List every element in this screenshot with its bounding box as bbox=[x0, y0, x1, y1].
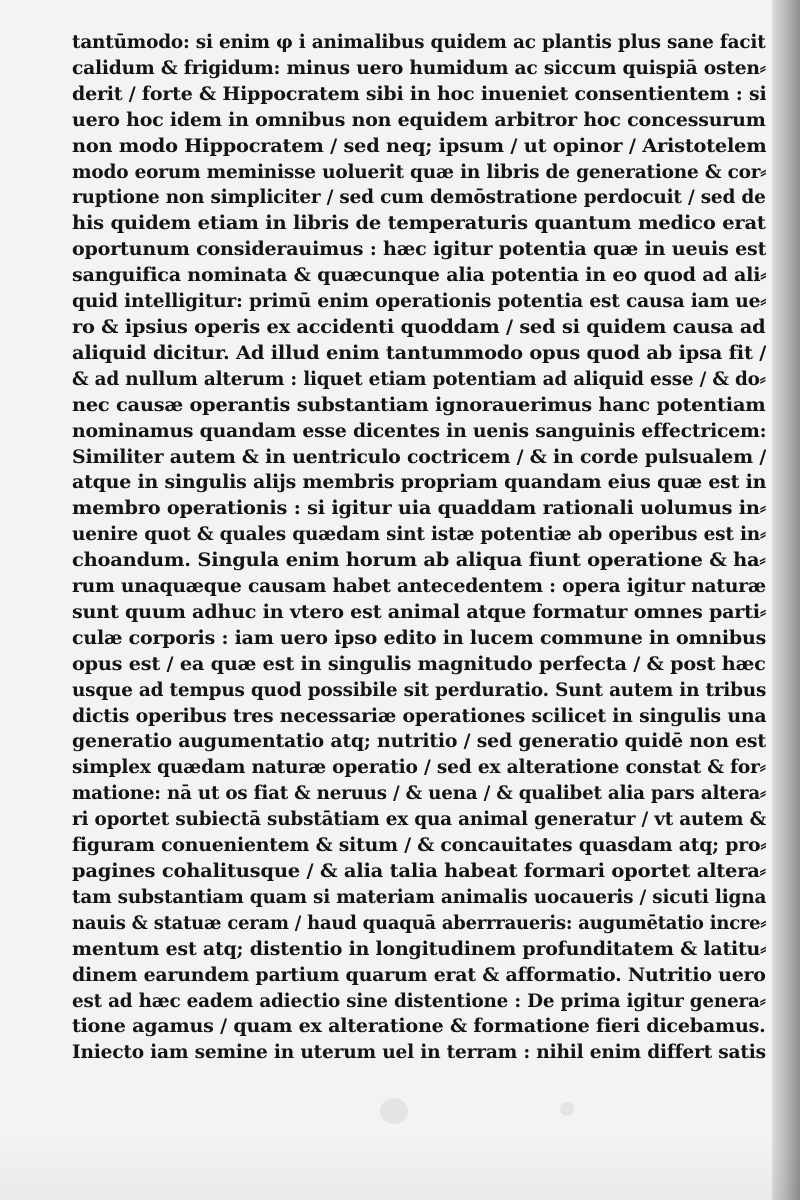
text-line: atque in singulis alijs membris propriam quandam eius quæ est in bbox=[72, 472, 767, 494]
text-line: generatio augumentatio atq; nutritio / sed generatio quidē non est bbox=[72, 731, 766, 753]
text-line: tam substantiam quam si materiam animalis uocaueris / sicuti ligna bbox=[72, 886, 766, 908]
text-line: derit / forte & Hippocratem sibi in hoc inueniet consentientem : si bbox=[72, 83, 767, 105]
paper-stain bbox=[380, 1098, 408, 1124]
text-line: Similiter autem & in uentriculo coctricem / & in corde pulsualem / bbox=[72, 446, 767, 468]
text-line: Iniecto iam semine in uterum uel in terram : nihil enim differt satis bbox=[72, 1042, 766, 1064]
text-line: culæ corporis : iam uero ipso edito in lucem commune in omnibus bbox=[72, 627, 767, 649]
text-line: sunt quum adhuc in vtero est animal atque formatur omnes parti⸗ bbox=[72, 601, 766, 623]
text-line: non modo Hippocratem / sed neq; ipsum / ut opinor / Aristotelem bbox=[72, 135, 766, 157]
text-line: tantūmodo: si enim φ i animalibus quidem ac plantis plus sane facit bbox=[72, 32, 766, 53]
text-line: nauis & statuæ ceram / haud quaquā aberrraueris: augumētatio incre⸗ bbox=[72, 912, 767, 934]
text-line: ruptione non simpliciter / sed cum demōstratione perdocuit / sed de bbox=[72, 187, 766, 209]
page-bottom-shade bbox=[0, 1140, 800, 1200]
text-line: tione agamus / quam ex alteratione & formatione fieri dicebamus. bbox=[72, 1016, 766, 1038]
text-line: & ad nullum alterum : liquet etiam potentiam ad aliquid esse / & do⸗ bbox=[72, 368, 766, 390]
text-line: rum unaquæque causam habet antecedentem : opera igitur naturæ bbox=[72, 576, 766, 598]
text-line: choandum. Singula enim horum ab aliqua fiunt operatione & ha⸗ bbox=[72, 550, 766, 572]
text-line: nec causæ operantis substantiam ignorauerimus hanc potentiam bbox=[72, 394, 766, 416]
text-line: sanguifica nominata & quæcunque alia potentia in eo quod ad ali⸗ bbox=[72, 265, 766, 287]
text-line: dictis operibus tres necessariæ operationes scilicet in singulis una bbox=[72, 705, 766, 727]
paper-stain bbox=[560, 1102, 574, 1116]
text-line: matione: nā ut os fiat & neruus / & uena / & qualibet alia pars altera⸗ bbox=[72, 783, 766, 805]
text-line: oportunum considerauimus : hæc igitur potentia quæ in ueuis est bbox=[72, 239, 766, 261]
text-line: ro & ipsius operis ex accidenti quoddam / sed si quidem causa ad bbox=[72, 316, 766, 338]
text-line: membro operationis : si igitur uia quaddam rationali uolumus in⸗ bbox=[72, 498, 766, 520]
text-line: est ad hæc eadem adiectio sine distentione : De prima igitur genera⸗ bbox=[72, 990, 766, 1012]
text-line: modo eorum meminisse uoluerit quæ in libris de generatione & cor⸗ bbox=[72, 161, 767, 183]
text-line: figuram conuenientem & situm / & concauitates quasdam atq; pro⸗ bbox=[72, 835, 766, 857]
page-edge-shadow bbox=[772, 0, 800, 1200]
text-line: dinem earundem partium quarum erat & afformatio. Nutritio uero bbox=[72, 964, 766, 986]
latin-text-block bbox=[72, 30, 766, 1066]
text-line: aliquid dicitur. Ad illud enim tantummodo opus quod ab ipsa fit / bbox=[72, 342, 766, 364]
text-line: uenire quot & quales quædam sint istæ potentiæ ab operibus est in⸗ bbox=[72, 524, 766, 546]
text-line: nominamus quandam esse dicentes in uenis sanguinis effectricem: bbox=[72, 420, 767, 442]
text-line: uero hoc idem in omnibus non equidem arbitror hoc concessurum bbox=[72, 109, 766, 131]
text-line: usque ad tempus quod possibile sit perduratio. Sunt autem in tribus bbox=[72, 679, 766, 701]
text-line: quid intelligitur: primū enim operationis potentia est causa iam ue⸗ bbox=[72, 291, 766, 313]
text-line: simplex quædam naturæ operatio / sed ex alteratione constat & for⸗ bbox=[72, 757, 766, 779]
text-line: mentum est atq; distentio in longitudinem profunditatem & latitu⸗ bbox=[72, 938, 767, 960]
text-line: pagines cohalitusque / & alia talia habeat formari oportet altera⸗ bbox=[72, 861, 766, 882]
text-line: ri oportet subiectā substātiam ex qua animal generatur / vt autem & bbox=[72, 809, 766, 831]
text-line: calidum & frigidum: minus uero humidum ac siccum quispiā osten⸗ bbox=[72, 57, 766, 79]
text-line: his quidem etiam in libris de temperaturis quantum medico erat bbox=[72, 213, 766, 235]
text-line: opus est / ea quæ est in singulis magnitudo perfecta / & post hæc bbox=[72, 653, 766, 675]
